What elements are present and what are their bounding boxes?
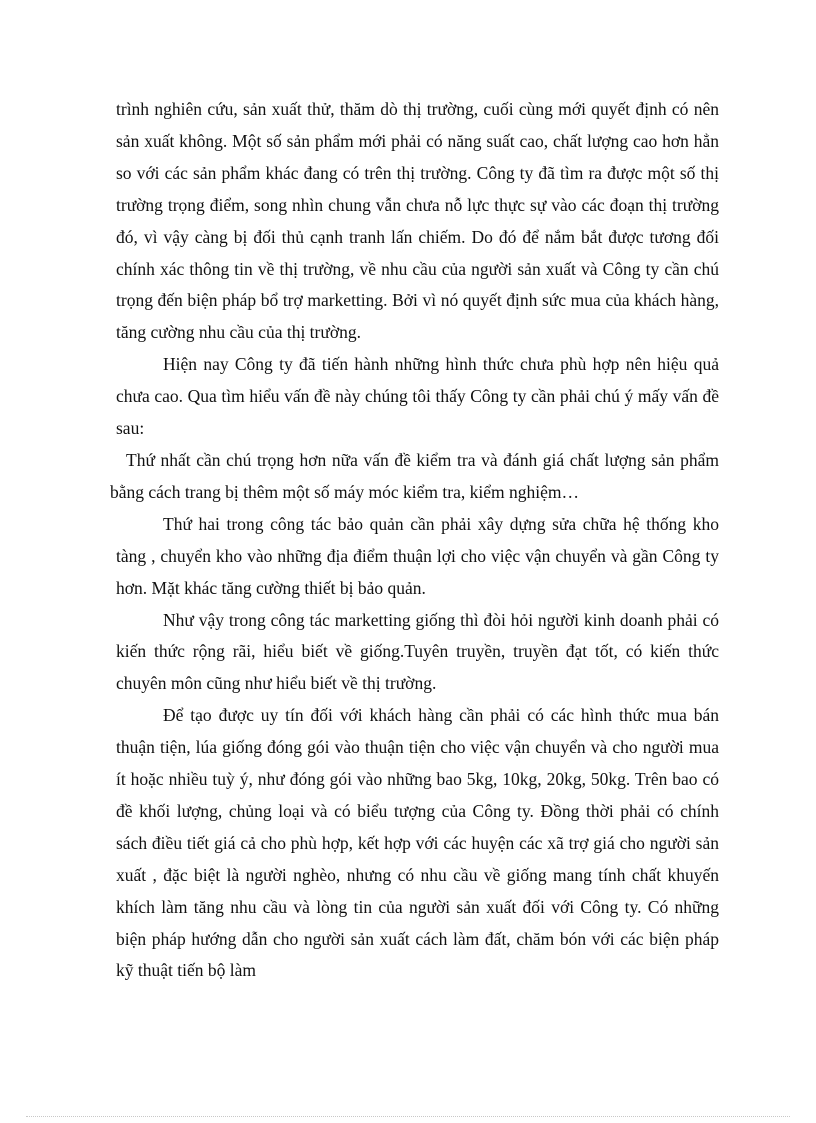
paragraph-continuation: trình nghiên cứu, sản xuất thử, thăm dò thị trường, cuối cùng mới quyết định có nên sản xuất không. Một số sản phẩm mới phải có năng suất cao, chất lượng cao hơn hẳn so với các sản phẩm khác đang có trên thị trường. Công ty đã tìm ra được một số thị trường trọng điểm, song nhìn chung vẫn chưa nỗ lực thực sự vào các đoạn thị trường đó, vì vậy càng bị đối thủ cạnh tranh lấn chiếm. Do đó để nắm bắt được tương đối chính xác thông tin về thị trường, về nhu cầu của người sản xuất và Công ty cần chú trọng đến biện pháp bổ trợ marketting. Bởi vì nó quyết định sức mua của khách hàng, tăng cường nhu cầu của thị trường. [116,99,719,343]
body-text [110,94,719,987]
paragraph-first-point: Thứ nhất cần chú trọng hơn nữa vấn đề kiểm tra và đánh giá chất lượng sản phẩm bằng cách trang bị thêm một số máy móc kiểm tra, kiểm nghiệm… [110,449,719,502]
paragraph-marketing: Như vậy trong công tác marketting giống thì đòi hỏi người kinh doanh phải có kiến thức rộng rãi, hiểu biết về giống.Tuyên truyền, truyền đạt tốt, có kiến thức chuyên môn cũng như hiểu biết về thị trường. [116,609,719,694]
paragraph-reputation: Để tạo được uy tín đối với khách hàng cần phải có các hình thức mua bán thuận tiện, lúa giống đóng gói vào thuận tiện cho việc vận chuyển và cho người mua ít hoặc nhiều tuỳ ý, như đóng gói vào những bao 5kg, 10kg, 20kg, 50kg. Trên bao có đề khối lượng, chủng loại và có biểu tượng của Công ty. Đồng thời phải có chính sách điều tiết giá cả cho phù hợp, kết hợp với các huyện các xã trợ giá cho người sản xuất , đặc biệt là người nghèo, nhưng có nhu cầu về giống mang tính chất khuyến khích làm tăng nhu cầu và lòng tin của người sản xuất đối với Công ty. Có những biện pháp hướng dẫn cho người sản xuất cách làm đất, chăm bón với các biện pháp kỹ thuật tiến bộ làm [116,705,719,981]
paragraph-current-situation: Hiện nay Công ty đã tiến hành những hình thức chưa phù hợp nên hiệu quả chưa cao. Qua tìm hiểu vấn đề này chúng tôi thấy Công ty cần phải chú ý mấy vấn đề sau: [116,354,719,439]
paragraph-second-point: Thứ hai trong công tác bảo quản cần phải xây dựng sửa chữa hệ thống kho tàng , chuyển kho vào những địa điểm thuận lợi cho việc vận chuyển và gần Công ty hơn. Mặt khác tăng cường thiết bị bảo quản. [116,513,719,598]
page-bottom-divider [26,1116,790,1117]
